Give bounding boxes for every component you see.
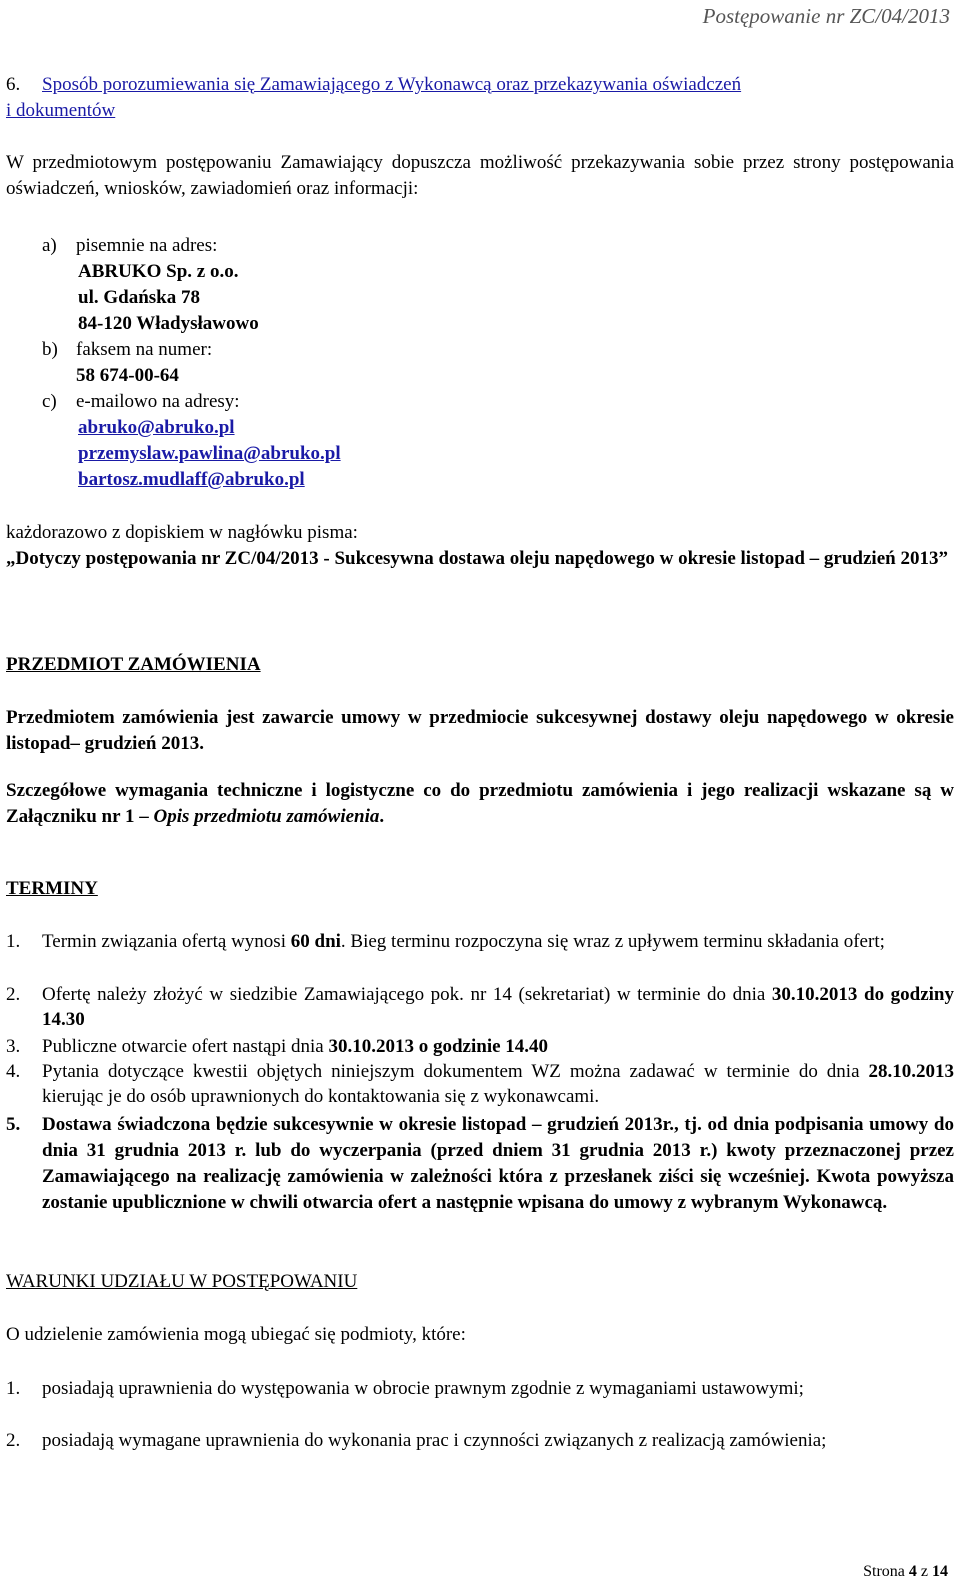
item-text-end: . Bieg terminu rozpoczyna się wraz z upływem terminu składania ofert; (340, 931, 885, 952)
przedmiot-heading: PRZEDMIOT ZAMÓWIENIA (6, 654, 261, 675)
section-title-line1: Sposób porozumiewania się Zamawiającego z Wykonawcą oraz przekazywania oświadczeń (42, 74, 742, 95)
option-a-label: a) (42, 235, 57, 256)
item-emphasis: 30.10.2013 o godzinie 14.40 (328, 1036, 549, 1057)
option-c-text: e-mailowo na adresy: (76, 391, 240, 412)
address-city: 84-120 Władysławowo (78, 313, 259, 334)
item-number: 4. (6, 1061, 21, 1082)
option-b-text: faksem na numer: (76, 339, 213, 360)
page-footer (863, 1563, 948, 1581)
section-6-intro: W przedmiotowym postępowaniu Zamawiający dopuszcza możliwość przekazywania sobie przez strony postępowania oświadczeń, wniosków, zawiadomień oraz informacji: (6, 152, 954, 199)
item-number: 1. (6, 931, 21, 952)
item-number: 3. (6, 1036, 21, 1057)
item-text: Termin związania ofertą wynosi (42, 931, 291, 952)
item-number: 2. (6, 1430, 21, 1451)
terminy-item-1 (6, 929, 954, 954)
option-a-text: pisemnie na adres: (76, 235, 218, 256)
warunki-item-2 (6, 1428, 954, 1453)
warunki-item-1 (6, 1376, 954, 1401)
item-number: 1. (6, 1378, 21, 1399)
page-number: 4 (908, 1563, 917, 1580)
item-text: posiadają wymagane uprawnienia do wykonania prac i czynności związanych z realizacją zamówienia; (42, 1430, 827, 1451)
terminy-item-2 (6, 982, 954, 1032)
section-6-title (6, 72, 954, 98)
attachment-title: Opis przedmiotu zamówienia (153, 806, 380, 827)
running-header: Postępowanie nr ZC/04/2013 (702, 4, 950, 28)
email-link-mudlaff[interactable]: bartosz.mudlaff@abruko.pl (78, 469, 305, 490)
przedmiot-para2 (6, 778, 954, 830)
section-number: 6. (6, 74, 21, 95)
item-text: Publiczne otwarcie ofert nastąpi dnia (42, 1036, 329, 1057)
warunki-heading: WARUNKI UDZIAŁU W POSTĘPOWANIU (6, 1271, 358, 1292)
item-emphasis: 30.10.2013 do godziny 14.30 (42, 984, 954, 1030)
page-total: 14 (932, 1563, 948, 1580)
option-b-label: b) (42, 339, 58, 360)
item-text: Pytania dotyczące kwestii objętych niniejszym dokumentem WZ można zadawać w terminie do dnia (42, 1061, 869, 1082)
terminy-heading: TERMINY (6, 878, 98, 899)
item-number: 2. (6, 984, 21, 1005)
terminy-item-5 (6, 1112, 954, 1216)
item-emphasis: 60 dni (290, 931, 341, 952)
item-emphasis: 28.10.2013 (868, 1061, 954, 1082)
address-company: ABRUKO Sp. z o.o. (78, 261, 239, 282)
item-text: posiadają uprawnienia do występowania w obrocie prawnym zgodnie z wymaganiami ustawowymi; (42, 1378, 804, 1399)
terminy-item-4 (6, 1059, 954, 1109)
item-number: 5. (6, 1114, 21, 1135)
header-note: każdorazowo z dopiskiem w nagłówku pisma: (6, 522, 358, 543)
section-title-line2: i dokumentów (6, 100, 116, 121)
warunki-intro: O udzielenie zamówienia mogą ubiegać się podmioty, które: (6, 1324, 466, 1345)
item-text: Dostawa świadczona będzie sukcesywnie w okresie listopad – grudzień 2013r., tj. od dnia podpisania umowy do dnia 31 grudnia 2013 r. lub do wyczerpania (przed dniem 31 grudnia 2013 r.) kwoty przeznaczonej przez Zamawiającego na realizację zamówienia w zależności która z przesłanek ziści się wcześniej. Kwota powyższa zostanie upublicznione w chwili otwarcia ofert a następnie wpisana do umowy z wybranym Wykonawcą. (42, 1114, 954, 1213)
fax-number: 58 674-00-64 (76, 365, 179, 386)
item-text: Ofertę należy złożyć w siedzibie Zamawiającego pok. nr 14 (sekretariat) w terminie do dnia (42, 984, 772, 1005)
footer-label: Strona (863, 1563, 905, 1580)
option-c-label: c) (42, 391, 57, 412)
item-text-end: kierując je do osób uprawnionych do kontaktowania się z wykonawcami. (42, 1086, 600, 1107)
email-link-pawlina[interactable]: przemyslaw.pawlina@abruko.pl (78, 443, 341, 464)
przedmiot-para2-text: Szczegółowe wymagania techniczne i logistyczne co do przedmiotu zamówienia i jego realizacji wskazane są w Załączniku nr 1 – (6, 780, 954, 827)
email-link-abruko[interactable]: abruko@abruko.pl (78, 417, 235, 438)
terminy-item-3 (6, 1034, 954, 1059)
przedmiot-para1: Przedmiotem zamówienia jest zawarcie umowy w przedmiocie sukcesywnej dostawy oleju napędowego w okresie listopad– grudzień 2013. (6, 707, 954, 754)
przedmiot-para2-end: . (379, 806, 385, 827)
address-street: ul. Gdańska 78 (78, 287, 200, 308)
footer-of: z (920, 1563, 928, 1580)
header-quote: „Dotyczy postępowania nr ZC/04/2013 - Sukcesywna dostawa oleju napędowego w okresie listopad – grudzień 2013” (6, 548, 948, 569)
